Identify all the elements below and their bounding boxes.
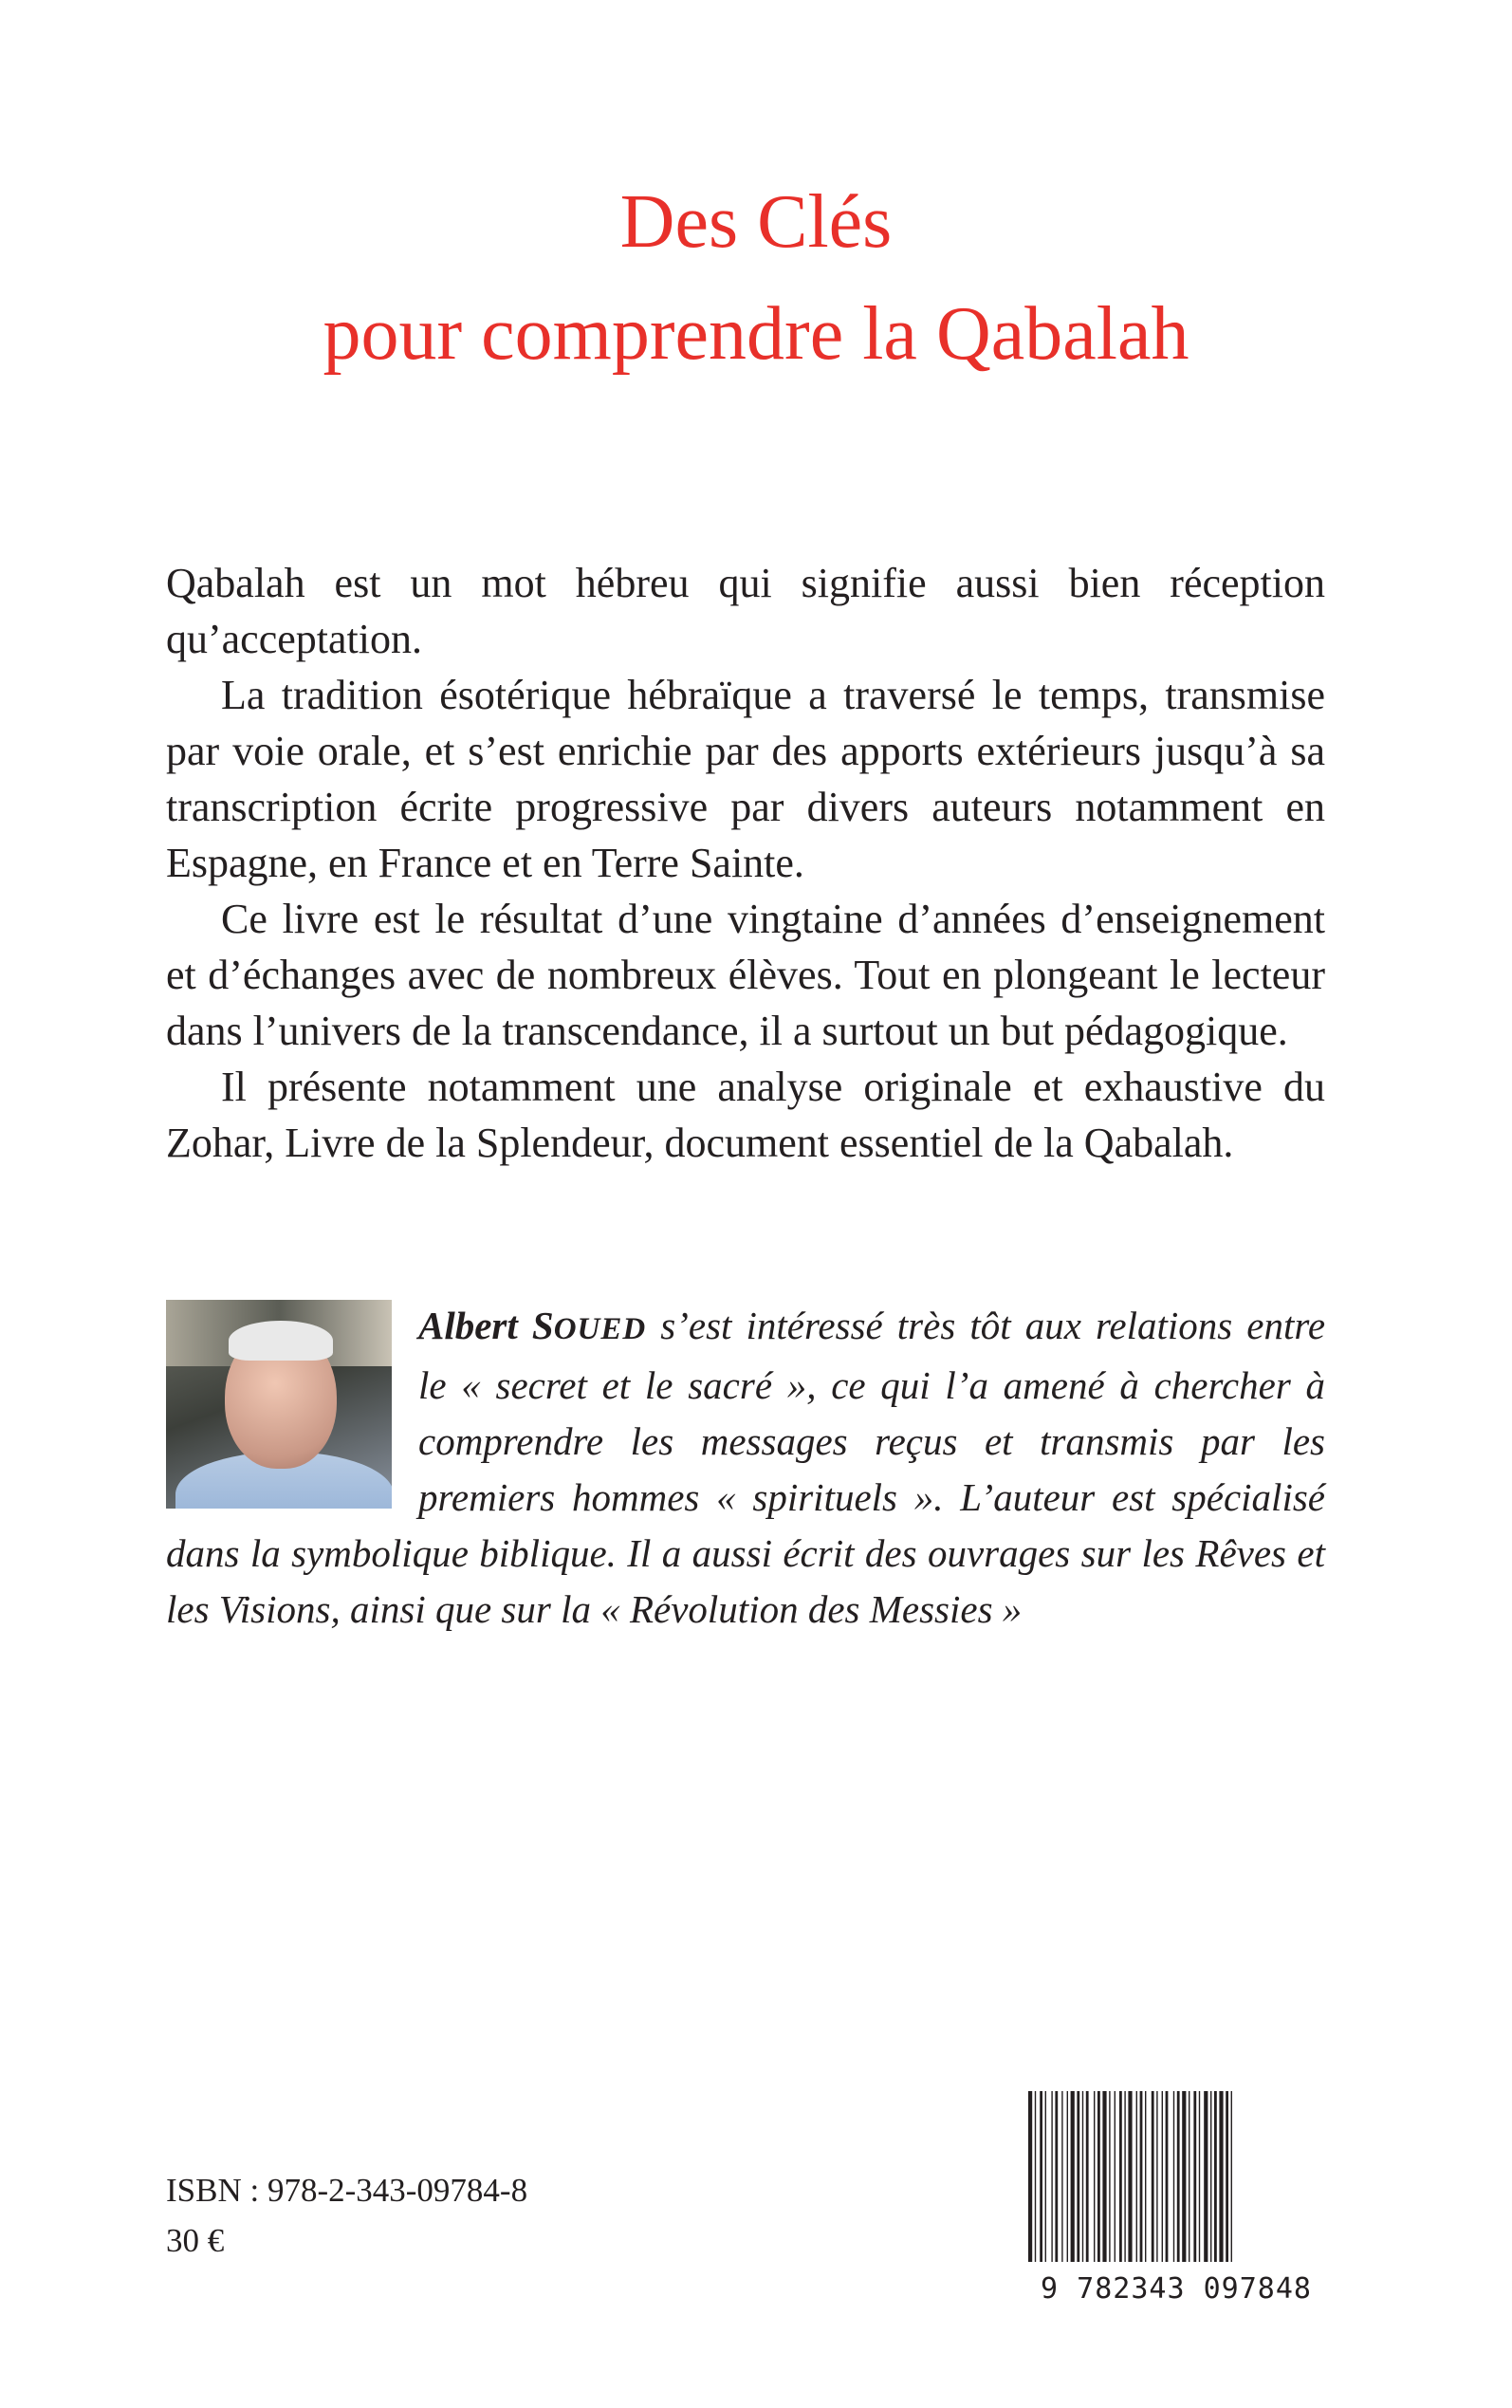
author-last-name-initial: S xyxy=(531,1304,554,1347)
title-line-2: pour comprendre la Qabalah xyxy=(323,292,1189,376)
barcode-bar xyxy=(1115,2091,1116,2262)
barcode-bar xyxy=(1156,2091,1157,2262)
barcode-bar xyxy=(1102,2091,1106,2262)
barcode-bar xyxy=(1226,2091,1228,2262)
title-line-1: Des Clés xyxy=(619,180,893,264)
isbn-text: ISBN : 978-2-343-09784-8 xyxy=(166,2172,528,2209)
barcode-bar xyxy=(1177,2091,1180,2262)
book-description xyxy=(166,555,1325,1171)
barcode-bar xyxy=(1214,2091,1217,2262)
barcode-bar xyxy=(1035,2091,1036,2262)
author-photo xyxy=(166,1300,392,1509)
author-last-name-rest: OUED xyxy=(553,1312,647,1346)
description-paragraph-1: Qabalah est un mot hébreu qui signifie aussi bien réception qu’acceptation. xyxy=(166,560,1325,662)
barcode-bar xyxy=(1045,2091,1046,2262)
barcode-bar xyxy=(1173,2091,1174,2262)
barcode-bar xyxy=(1077,2091,1079,2262)
barcode-bar xyxy=(1128,2091,1132,2262)
barcode-bar xyxy=(1071,2091,1075,2262)
barcode-bar xyxy=(1199,2091,1200,2262)
barcode-bar xyxy=(1067,2091,1068,2262)
barcode-bar xyxy=(1140,2091,1143,2262)
barcode-bar xyxy=(1210,2091,1211,2262)
barcode-bar xyxy=(1097,2091,1100,2262)
barcode-bar xyxy=(1219,2091,1223,2262)
barcode-bar xyxy=(1061,2091,1062,2262)
description-paragraph-2: La tradition ésotérique hébraïque a traversé le temps, transmise par voie orale, et s’est enrichie par des apports extérieurs jusqu’à sa transcription écrite progressive par divers auteurs notamment en Espagne, en France et en Terre Sainte. xyxy=(166,672,1325,886)
barcode-bar xyxy=(1082,2091,1083,2262)
barcode-bar xyxy=(1162,2091,1163,2262)
barcode-bar xyxy=(1124,2091,1125,2262)
barcode-bar xyxy=(1119,2091,1122,2262)
barcode-bar xyxy=(1028,2091,1032,2262)
description-paragraph-4: Il présente notamment une analyse originale et exhaustive du Zohar, Livre de la Splendeur, document essentiel de la Qabalah. xyxy=(166,1064,1325,1166)
barcode-bar xyxy=(1094,2091,1095,2262)
author-bio-text: s’est intéressé très tôt aux relations entre le « secret et le sacré », ce qui l’a amené à chercher à comprendre les messages reçus et transmis par les premiers hommes « spirituels ». L’auteur est spécialisé dans la symbolique biblique. Il a aussi écrit des ouvrages sur les Rêves et les Visions, ainsi que sur la « Révolution des Messies » xyxy=(166,1304,1326,1631)
barcode-bar xyxy=(1109,2091,1110,2262)
price-text: 30 € xyxy=(166,2222,225,2259)
barcode-bar xyxy=(1040,2091,1042,2262)
barcode-bar xyxy=(1051,2091,1052,2262)
barcode-bar xyxy=(1086,2091,1089,2262)
barcode-bar xyxy=(1193,2091,1196,2262)
barcode-bar xyxy=(1145,2091,1146,2262)
barcode xyxy=(1024,2087,1328,2306)
barcode-bar xyxy=(1182,2091,1186,2262)
barcode-digits: 9 782343 097848 xyxy=(1041,2272,1312,2306)
barcode-bar xyxy=(1152,2091,1154,2262)
barcode-bar xyxy=(1204,2091,1208,2262)
barcode-bar xyxy=(1231,2091,1232,2262)
barcode-bar xyxy=(1136,2091,1137,2262)
description-paragraph-3: Ce livre est le résultat d’une vingtaine d’années d’enseignement et d’échanges avec de nombreux élèves. Tout en plongeant le lecteur dans l’univers de la transcendance, il a surtout un but pédagogique. xyxy=(166,896,1325,1054)
author-first-name: Albert xyxy=(418,1304,518,1347)
barcode-bar xyxy=(1055,2091,1058,2262)
book-title xyxy=(0,166,1512,390)
author-bio xyxy=(166,1298,1325,1638)
barcode-bar xyxy=(1166,2091,1169,2262)
